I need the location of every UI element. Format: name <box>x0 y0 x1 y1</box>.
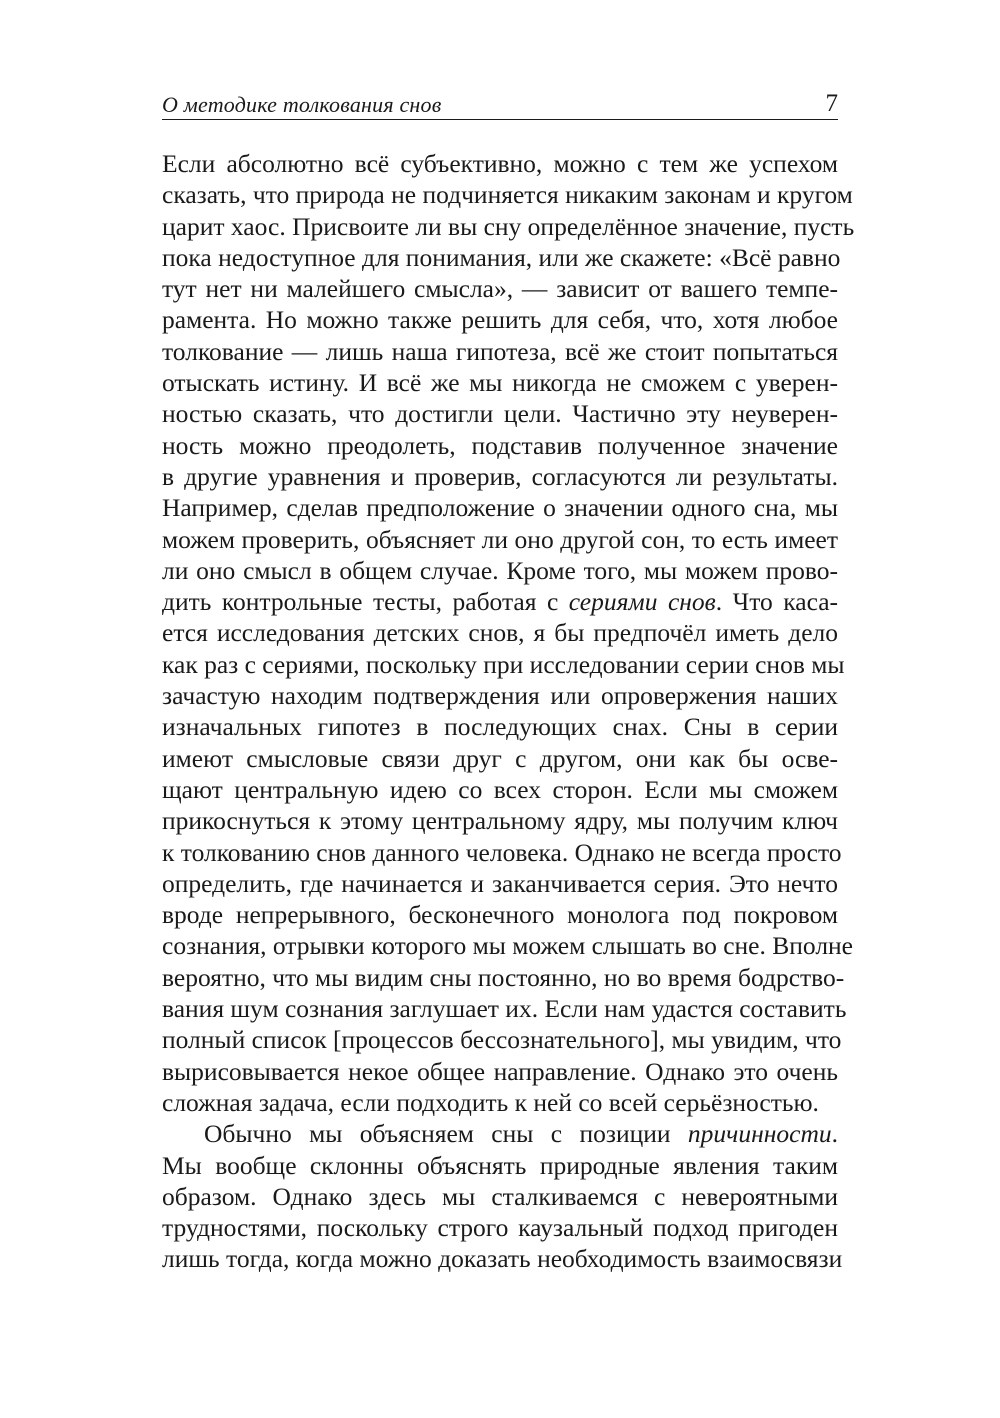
text-line: ностью сказать, что достигли цели. Частично эту неуверен- <box>162 399 838 429</box>
text-line: отыскать истину. И всё же мы никогда не сможем с уверен- <box>162 368 838 398</box>
text-line: толкование — лишь наша гипотеза, всё же стоит попытаться <box>162 336 838 366</box>
text-line: сказать, что природа не подчиняется никаким законам и кругом <box>162 180 853 210</box>
text-line-with-emphasis <box>162 1118 838 1149</box>
text-line: рамента. Но можно также решить для себя, что, хотя любое <box>162 305 838 335</box>
text-line: щают центральную идею со всех сторон. Если мы сможем <box>162 774 838 804</box>
text-segment: . <box>831 1119 838 1149</box>
text-line: образом. Однако здесь мы сталкиваемся с невероятными <box>162 1181 838 1211</box>
text-line: тут нет ни малейшего смысла», — зависит от вашего темпе- <box>162 274 838 304</box>
text-line: ется исследования детских снов, я бы предпочёл иметь дело <box>162 618 838 648</box>
text-line: прикоснуться к этому центральному ядру, мы получим ключ <box>162 806 838 836</box>
text-segment: . Что каса- <box>715 587 839 617</box>
text-line: трудностями, поскольку строго каузальный подход пригоден <box>162 1213 838 1243</box>
emphasis-causality: причинности <box>687 1119 832 1149</box>
text-line: лишь тогда, когда можно доказать необходимость взаимосвязи <box>162 1244 843 1274</box>
running-title: О методике толкования снов <box>162 92 442 117</box>
text-line: как раз с сериями, поскольку при исследовании серии снов мы <box>162 649 845 679</box>
paragraph-2 <box>162 1118 843 1274</box>
text-line: можем проверить, объясняет ли оно другой сон, то есть имеет <box>162 524 838 554</box>
text-line: сознания, отрывки которого мы можем слышать во сне. Вполне <box>162 931 854 961</box>
text-segment: дить контрольные тесты, работая с <box>162 587 569 617</box>
text-line: Если абсолютно всё субъективно, можно с тем же успехом <box>162 149 838 178</box>
paragraph-1 <box>162 148 855 1118</box>
running-header <box>162 86 838 120</box>
text-line: определить, где начинается и заканчивается серия. Это нечто <box>162 868 838 898</box>
text-line: зачастую находим подтверждения или опровержения наших <box>162 681 838 711</box>
text-line: вроде непрерывного, бесконечного монолога под покровом <box>162 900 838 930</box>
text-line: вырисовывается некое общее направление. Однако это очень <box>162 1056 838 1086</box>
emphasis-dream-series: сериями снов <box>568 587 716 617</box>
text-line: сложная задача, если подходить к ней со всей серьёзностью. <box>162 1087 819 1117</box>
text-line: ли оно смысл в общем случае. Кроме того, мы можем прово- <box>162 555 838 585</box>
page-number: 7 <box>825 90 838 117</box>
text-line: к толкованию снов данного человека. Однако не всегда просто <box>162 837 842 867</box>
text-line: изначальных гипотез в последующих снах. Сны в серии <box>162 712 838 742</box>
text-line: пока недоступное для понимания, или же скажете: «Всё равно <box>162 242 841 272</box>
text-line: полный список [процессов бессознательного], мы увидим, что <box>162 1025 842 1055</box>
text-segment: Обычно мы объясняем сны с позиции <box>204 1119 688 1149</box>
text-line: ность можно преодолеть, подставив полученное значение <box>162 430 838 460</box>
text-line: имеют смысловые связи друг с другом, они как бы осве- <box>162 743 838 773</box>
text-line: царит хаос. Присвоите ли вы сну определённое значение, пусть <box>162 211 855 241</box>
text-line: Например, сделав предположение о значении одного сна, мы <box>162 493 838 523</box>
text-line: Мы вообще склонны объяснять природные явления таким <box>162 1150 838 1180</box>
text-line: в другие уравнения и проверив, согласуются ли результаты. <box>162 461 838 491</box>
text-line: вероятно, что мы видим сны постоянно, но во время бодрство- <box>162 962 845 992</box>
text-line: вания шум сознания заглушает их. Если нам удастся составить <box>162 994 847 1024</box>
text-line-with-emphasis <box>162 586 838 617</box>
body-text <box>162 148 855 1275</box>
